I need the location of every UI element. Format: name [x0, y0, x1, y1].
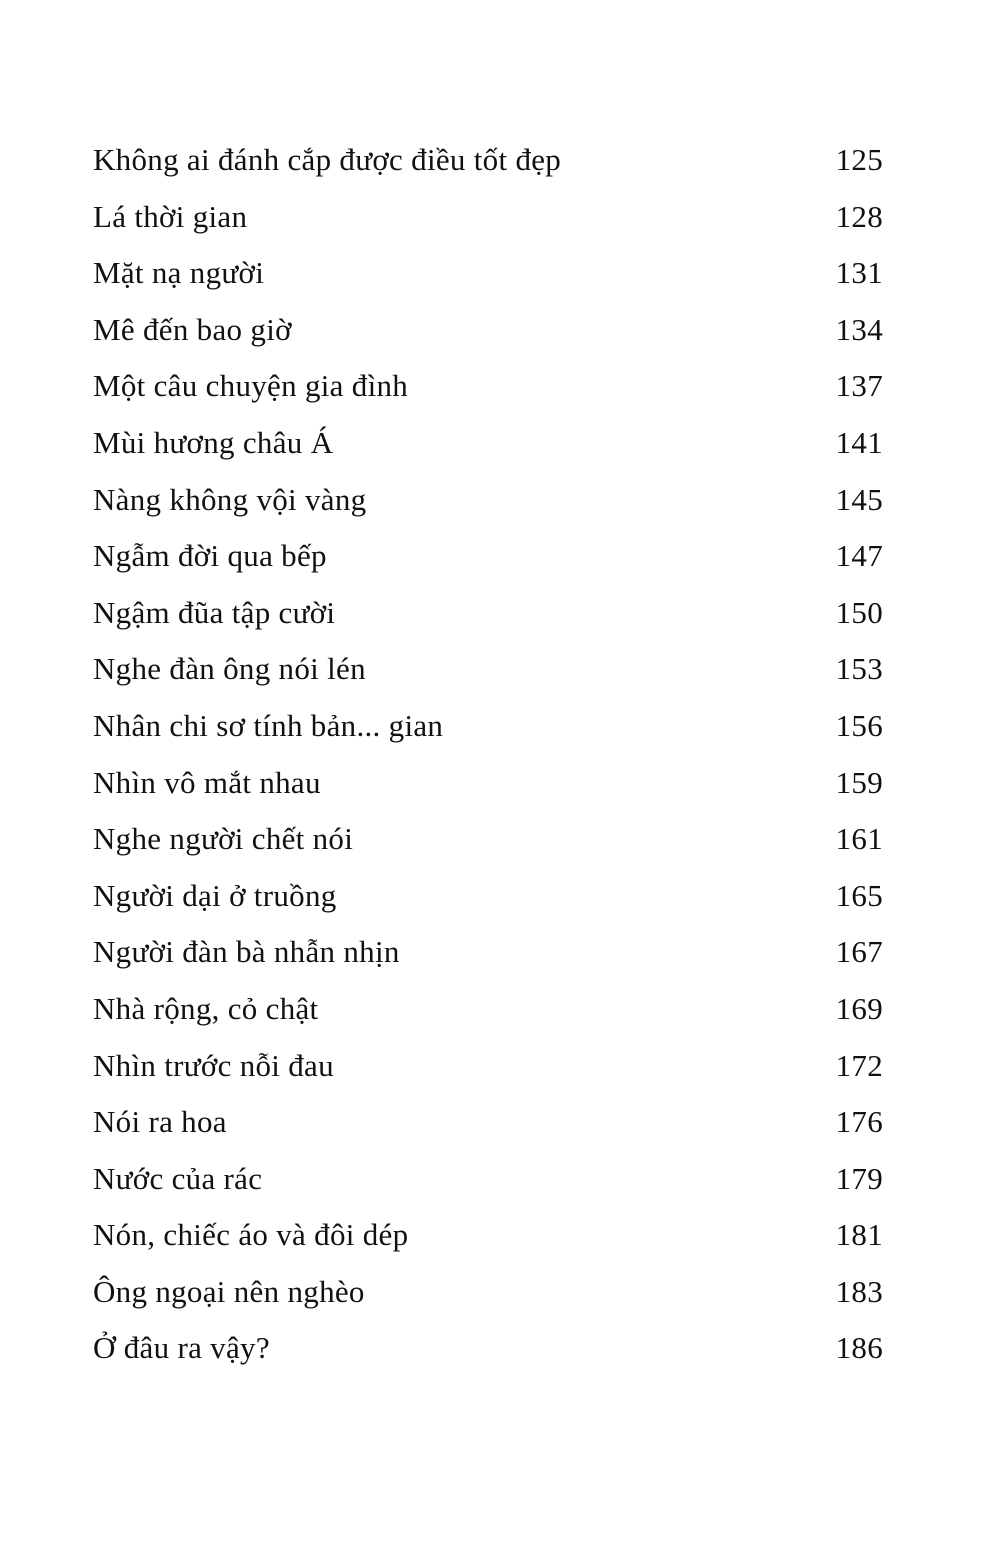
- toc-entry: [93, 302, 883, 359]
- toc-entry: [93, 755, 883, 812]
- toc-entry-title: Người đàn bà nhẫn nhịn: [93, 934, 400, 970]
- toc-entry-page: 159: [835, 764, 883, 800]
- toc-entry-title: Ở đâu ra vậy?: [93, 1330, 270, 1366]
- table-of-contents: [93, 132, 883, 1377]
- toc-entry-title: Nàng không vội vàng: [93, 481, 367, 517]
- toc-entry: [93, 245, 883, 302]
- toc-entry: [93, 189, 883, 246]
- toc-entry: [93, 698, 883, 755]
- toc-entry: [93, 358, 883, 415]
- toc-entry-page: 161: [835, 821, 883, 857]
- toc-entry: [93, 472, 883, 529]
- toc-entry-page: 141: [835, 424, 883, 460]
- toc-entry: [93, 1264, 883, 1321]
- toc-entry-title: Nghe người chết nói: [93, 821, 354, 857]
- toc-entry-page: 172: [835, 1047, 883, 1083]
- toc-entry-page: 131: [835, 255, 883, 291]
- toc-entry-title: Mùi hương châu Á: [93, 424, 334, 460]
- toc-entry-title: Nghe đàn ông nói lén: [93, 651, 366, 687]
- toc-entry-title: Ngẫm đời qua bếp: [93, 538, 327, 574]
- toc-entry: [93, 1207, 883, 1264]
- toc-entry-page: 169: [835, 990, 883, 1026]
- toc-entry-page: 179: [835, 1160, 883, 1196]
- toc-entry: [93, 1320, 883, 1377]
- toc-entry: [93, 528, 883, 585]
- toc-entry-title: Mặt nạ người: [93, 255, 265, 291]
- toc-entry-title: Nón, chiếc áo và đôi dép: [93, 1217, 409, 1253]
- toc-entry-title: Người dại ở truồng: [93, 877, 337, 913]
- toc-entry-title: Nước của rác: [93, 1160, 263, 1196]
- toc-entry: [93, 641, 883, 698]
- toc-entry-title: Ông ngoại nên nghèo: [93, 1273, 365, 1309]
- toc-entry-page: 153: [835, 651, 883, 687]
- toc-entry: [93, 415, 883, 472]
- toc-entry-title: Nhà rộng, cỏ chật: [93, 990, 319, 1026]
- toc-entry-page: 186: [835, 1330, 883, 1366]
- toc-entry: [93, 924, 883, 981]
- toc-entry-page: 165: [835, 877, 883, 913]
- toc-entry-title: Nhìn vô mắt nhau: [93, 764, 321, 800]
- toc-entry-page: 134: [835, 311, 883, 347]
- toc-entry-page: 181: [835, 1217, 883, 1253]
- toc-entry: [93, 811, 883, 868]
- toc-entry: [93, 1151, 883, 1208]
- toc-entry-page: 147: [835, 538, 883, 574]
- toc-entry: [93, 585, 883, 642]
- toc-entry-page: 156: [835, 707, 883, 743]
- toc-entry-title: Không ai đánh cắp được điều tốt đẹp: [93, 142, 562, 177]
- toc-entry-page: 137: [835, 368, 883, 404]
- toc-entry: [93, 981, 883, 1038]
- toc-entry: [93, 1094, 883, 1151]
- toc-entry-page: 145: [835, 481, 883, 517]
- toc-entry: [93, 868, 883, 925]
- toc-entry-page: 167: [835, 934, 883, 970]
- toc-entry-title: Nhìn trước nỗi đau: [93, 1047, 334, 1083]
- toc-entry-title: Ngậm đũa tập cười: [93, 594, 336, 630]
- toc-entry-title: Nhân chi sơ tính bản... gian: [93, 707, 444, 743]
- toc-entry-page: 176: [835, 1104, 883, 1140]
- toc-entry-title: Một câu chuyện gia đình: [93, 368, 409, 404]
- toc-entry-title: Lá thời gian: [93, 198, 248, 234]
- toc-entry: [93, 1038, 883, 1095]
- toc-entry-page: 128: [835, 198, 883, 234]
- toc-entry-title: Mê đến bao giờ: [93, 311, 292, 347]
- toc-entry: [93, 132, 883, 189]
- toc-entry-title: Nói ra hoa: [93, 1104, 227, 1140]
- toc-entry-page: 183: [835, 1273, 883, 1309]
- toc-entry-page: 125: [835, 142, 883, 177]
- toc-entry-page: 150: [835, 594, 883, 630]
